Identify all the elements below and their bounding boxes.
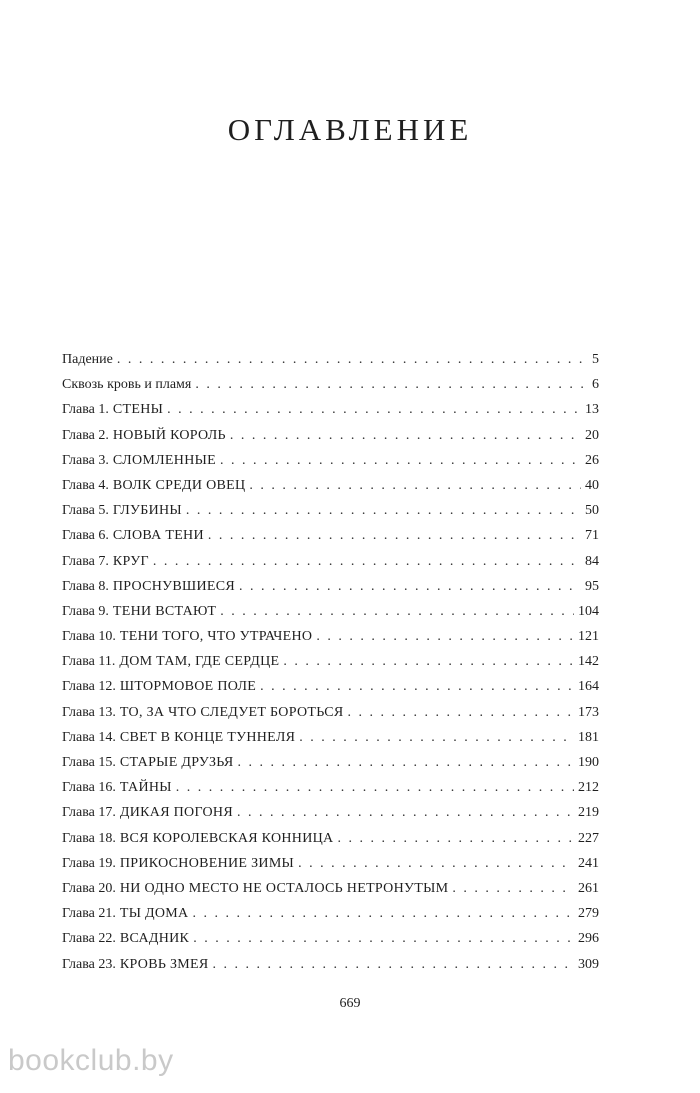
dot-leader <box>176 780 574 796</box>
toc-entry <box>62 705 599 730</box>
toc-entry-title: ТЫ ДОМА <box>119 906 189 922</box>
toc-list <box>62 352 599 982</box>
toc-entry <box>62 780 599 805</box>
toc-chapter-number: Глава 10. <box>62 629 116 645</box>
toc-page-number: 279 <box>578 906 599 922</box>
toc-chapter-number: Глава 16. <box>62 780 116 796</box>
toc-entry <box>62 805 599 830</box>
toc-entry <box>62 856 599 881</box>
dot-leader <box>299 730 574 746</box>
toc-chapter-number: Глава 19. <box>62 855 116 871</box>
dot-leader <box>452 881 574 897</box>
dot-leader <box>208 528 581 544</box>
toc-page-number: 5 <box>592 352 599 367</box>
toc-chapter-number: Глава 13. <box>62 704 116 720</box>
toc-page-number: 20 <box>585 427 599 443</box>
toc-entry <box>62 755 599 780</box>
toc-page-number: 261 <box>578 880 599 896</box>
page-number: 669 <box>339 996 361 1011</box>
dot-leader <box>316 629 574 645</box>
toc-page-number: 296 <box>578 931 599 947</box>
toc-entry <box>62 377 599 402</box>
toc-page-number: 173 <box>578 704 599 720</box>
toc-entry <box>62 428 599 453</box>
toc-page-number: 190 <box>578 755 599 770</box>
toc-page-number: 84 <box>585 553 599 569</box>
toc-entry-title: ТЕНИ ВСТАЮТ <box>112 603 217 619</box>
toc-entry <box>62 503 599 528</box>
dot-leader <box>192 906 574 922</box>
toc-page-number: 309 <box>578 956 599 972</box>
toc-page-number: 50 <box>585 503 599 519</box>
toc-page-number: 40 <box>585 477 599 493</box>
dot-leader <box>347 705 574 721</box>
toc-page-number: 13 <box>585 402 599 418</box>
toc-entry-title: КРОВЬ ЗМЕЯ <box>119 956 209 972</box>
toc-chapter-number: Глава 6. <box>62 528 109 544</box>
dot-leader <box>153 554 581 570</box>
dot-leader <box>117 352 588 368</box>
toc-entry-title: СТЕНЫ <box>112 402 164 418</box>
toc-chapter-number: Глава 23. <box>62 956 116 972</box>
page-title: ОГЛАВЛЕНИЕ <box>227 112 473 147</box>
toc-entry-title: НОВЫЙ КОРОЛЬ <box>112 427 226 443</box>
toc-page-number: 104 <box>578 603 599 619</box>
toc-chapter-number: Глава 21. <box>62 906 116 922</box>
toc-chapter-number: Глава 11. <box>62 654 116 670</box>
toc-entry <box>62 957 599 982</box>
toc-page-number: 26 <box>585 452 599 468</box>
toc-page-number: 219 <box>578 805 599 821</box>
toc-entry-title: НИ ОДНО МЕСТО НЕ ОСТАЛОСЬ НЕТРОНУТЫМ <box>119 880 449 896</box>
toc-page-number: 121 <box>578 629 599 645</box>
toc-entry-title: ПРИКОСНОВЕНИЕ ЗИМЫ <box>119 855 295 871</box>
toc-page-number: 95 <box>585 578 599 594</box>
toc-entry <box>62 352 599 377</box>
toc-entry-title: ВСАДНИК <box>119 931 190 947</box>
toc-entry-title: СВЕТ В КОНЦЕ ТУННЕЛЯ <box>119 729 296 745</box>
toc-entry <box>62 554 599 579</box>
toc-entry-title: ДОМ ТАМ, ГДЕ СЕРДЦЕ <box>119 654 280 670</box>
toc-chapter-number: Глава 4. <box>62 477 109 493</box>
toc-entry-title: КРУГ <box>112 553 149 569</box>
toc-page-number: 181 <box>578 729 599 745</box>
toc-entry <box>62 478 599 503</box>
toc-entry <box>62 831 599 856</box>
toc-entry-title: ВСЯ КОРОЛЕВСКАЯ КОННИЦА <box>119 830 334 846</box>
toc-chapter-number: Глава 7. <box>62 553 109 569</box>
toc-entry-title: СЛОВА ТЕНИ <box>112 528 204 544</box>
dot-leader <box>298 856 574 872</box>
toc-page-number: 164 <box>578 679 599 695</box>
dot-leader <box>238 755 574 771</box>
toc-chapter-number: Глава 9. <box>62 603 109 619</box>
toc-entry <box>62 654 599 679</box>
toc-chapter-number: Глава 15. <box>62 755 116 770</box>
dot-leader <box>239 579 581 595</box>
toc-chapter-number: Глава 22. <box>62 931 116 947</box>
toc-entry <box>62 604 599 629</box>
toc-chapter-number: Глава 17. <box>62 805 116 821</box>
dot-leader <box>237 805 574 821</box>
toc-entry <box>62 931 599 956</box>
toc-chapter-number: Глава 3. <box>62 452 109 468</box>
toc-entry <box>62 402 599 427</box>
dot-leader <box>230 428 581 444</box>
toc-chapter-number: Глава 8. <box>62 578 109 594</box>
toc-entry-title: СТАРЫЕ ДРУЗЬЯ <box>119 755 234 770</box>
dot-leader <box>193 931 574 947</box>
toc-entry-title: ВОЛК СРЕДИ ОВЕЦ <box>112 477 246 493</box>
toc-page-number: 142 <box>578 654 599 670</box>
toc-chapter-number: Глава 5. <box>62 503 109 519</box>
watermark-logo: bookclub.by <box>8 1044 174 1077</box>
toc-entry-title: ПРОСНУВШИЕСЯ <box>112 578 235 594</box>
toc-entry <box>62 453 599 478</box>
toc-page-number: 6 <box>592 377 599 393</box>
dot-leader <box>260 679 574 695</box>
toc-entry <box>62 906 599 931</box>
toc-chapter-number: Глава 20. <box>62 880 116 896</box>
toc-page-number: 241 <box>578 855 599 871</box>
dot-leader <box>220 604 574 620</box>
dot-leader <box>220 453 581 469</box>
toc-entry-title: Падение <box>62 352 113 367</box>
toc-chapter-number: Глава 2. <box>62 427 109 443</box>
toc-chapter-number: Глава 14. <box>62 729 116 745</box>
toc-page-number: 71 <box>585 528 599 544</box>
toc-entry-title: ШТОРМОВОЕ ПОЛЕ <box>119 679 257 695</box>
dot-leader <box>195 377 588 393</box>
dot-leader <box>213 957 574 973</box>
dot-leader <box>337 831 574 847</box>
toc-chapter-number: Глава 1. <box>62 402 109 418</box>
toc-chapter-number: Глава 18. <box>62 830 116 846</box>
toc-entry <box>62 881 599 906</box>
toc-entry-title: ДИКАЯ ПОГОНЯ <box>119 805 233 821</box>
toc-entry <box>62 730 599 755</box>
toc-entry-title: ТЕНИ ТОГО, ЧТО УТРАЧЕНО <box>119 629 313 645</box>
dot-leader <box>283 654 574 670</box>
toc-entry-title: Сквозь кровь и пламя <box>62 377 192 393</box>
dot-leader <box>249 478 581 494</box>
toc-entry <box>62 629 599 654</box>
dot-leader <box>167 402 581 418</box>
toc-entry-title: ГЛУБИНЫ <box>112 503 182 519</box>
toc-entry-title: СЛОМЛЕННЫЕ <box>112 452 216 468</box>
toc-entry-title: ТАЙНЫ <box>119 780 172 796</box>
toc-chapter-number: Глава 12. <box>62 679 116 695</box>
dot-leader <box>186 503 581 519</box>
toc-page-number: 212 <box>578 780 599 796</box>
toc-entry <box>62 579 599 604</box>
toc-entry-title: ТО, ЗА ЧТО СЛЕДУЕТ БОРОТЬСЯ <box>119 704 344 720</box>
toc-entry <box>62 528 599 553</box>
toc-entry <box>62 679 599 704</box>
toc-page-number: 227 <box>578 830 599 846</box>
